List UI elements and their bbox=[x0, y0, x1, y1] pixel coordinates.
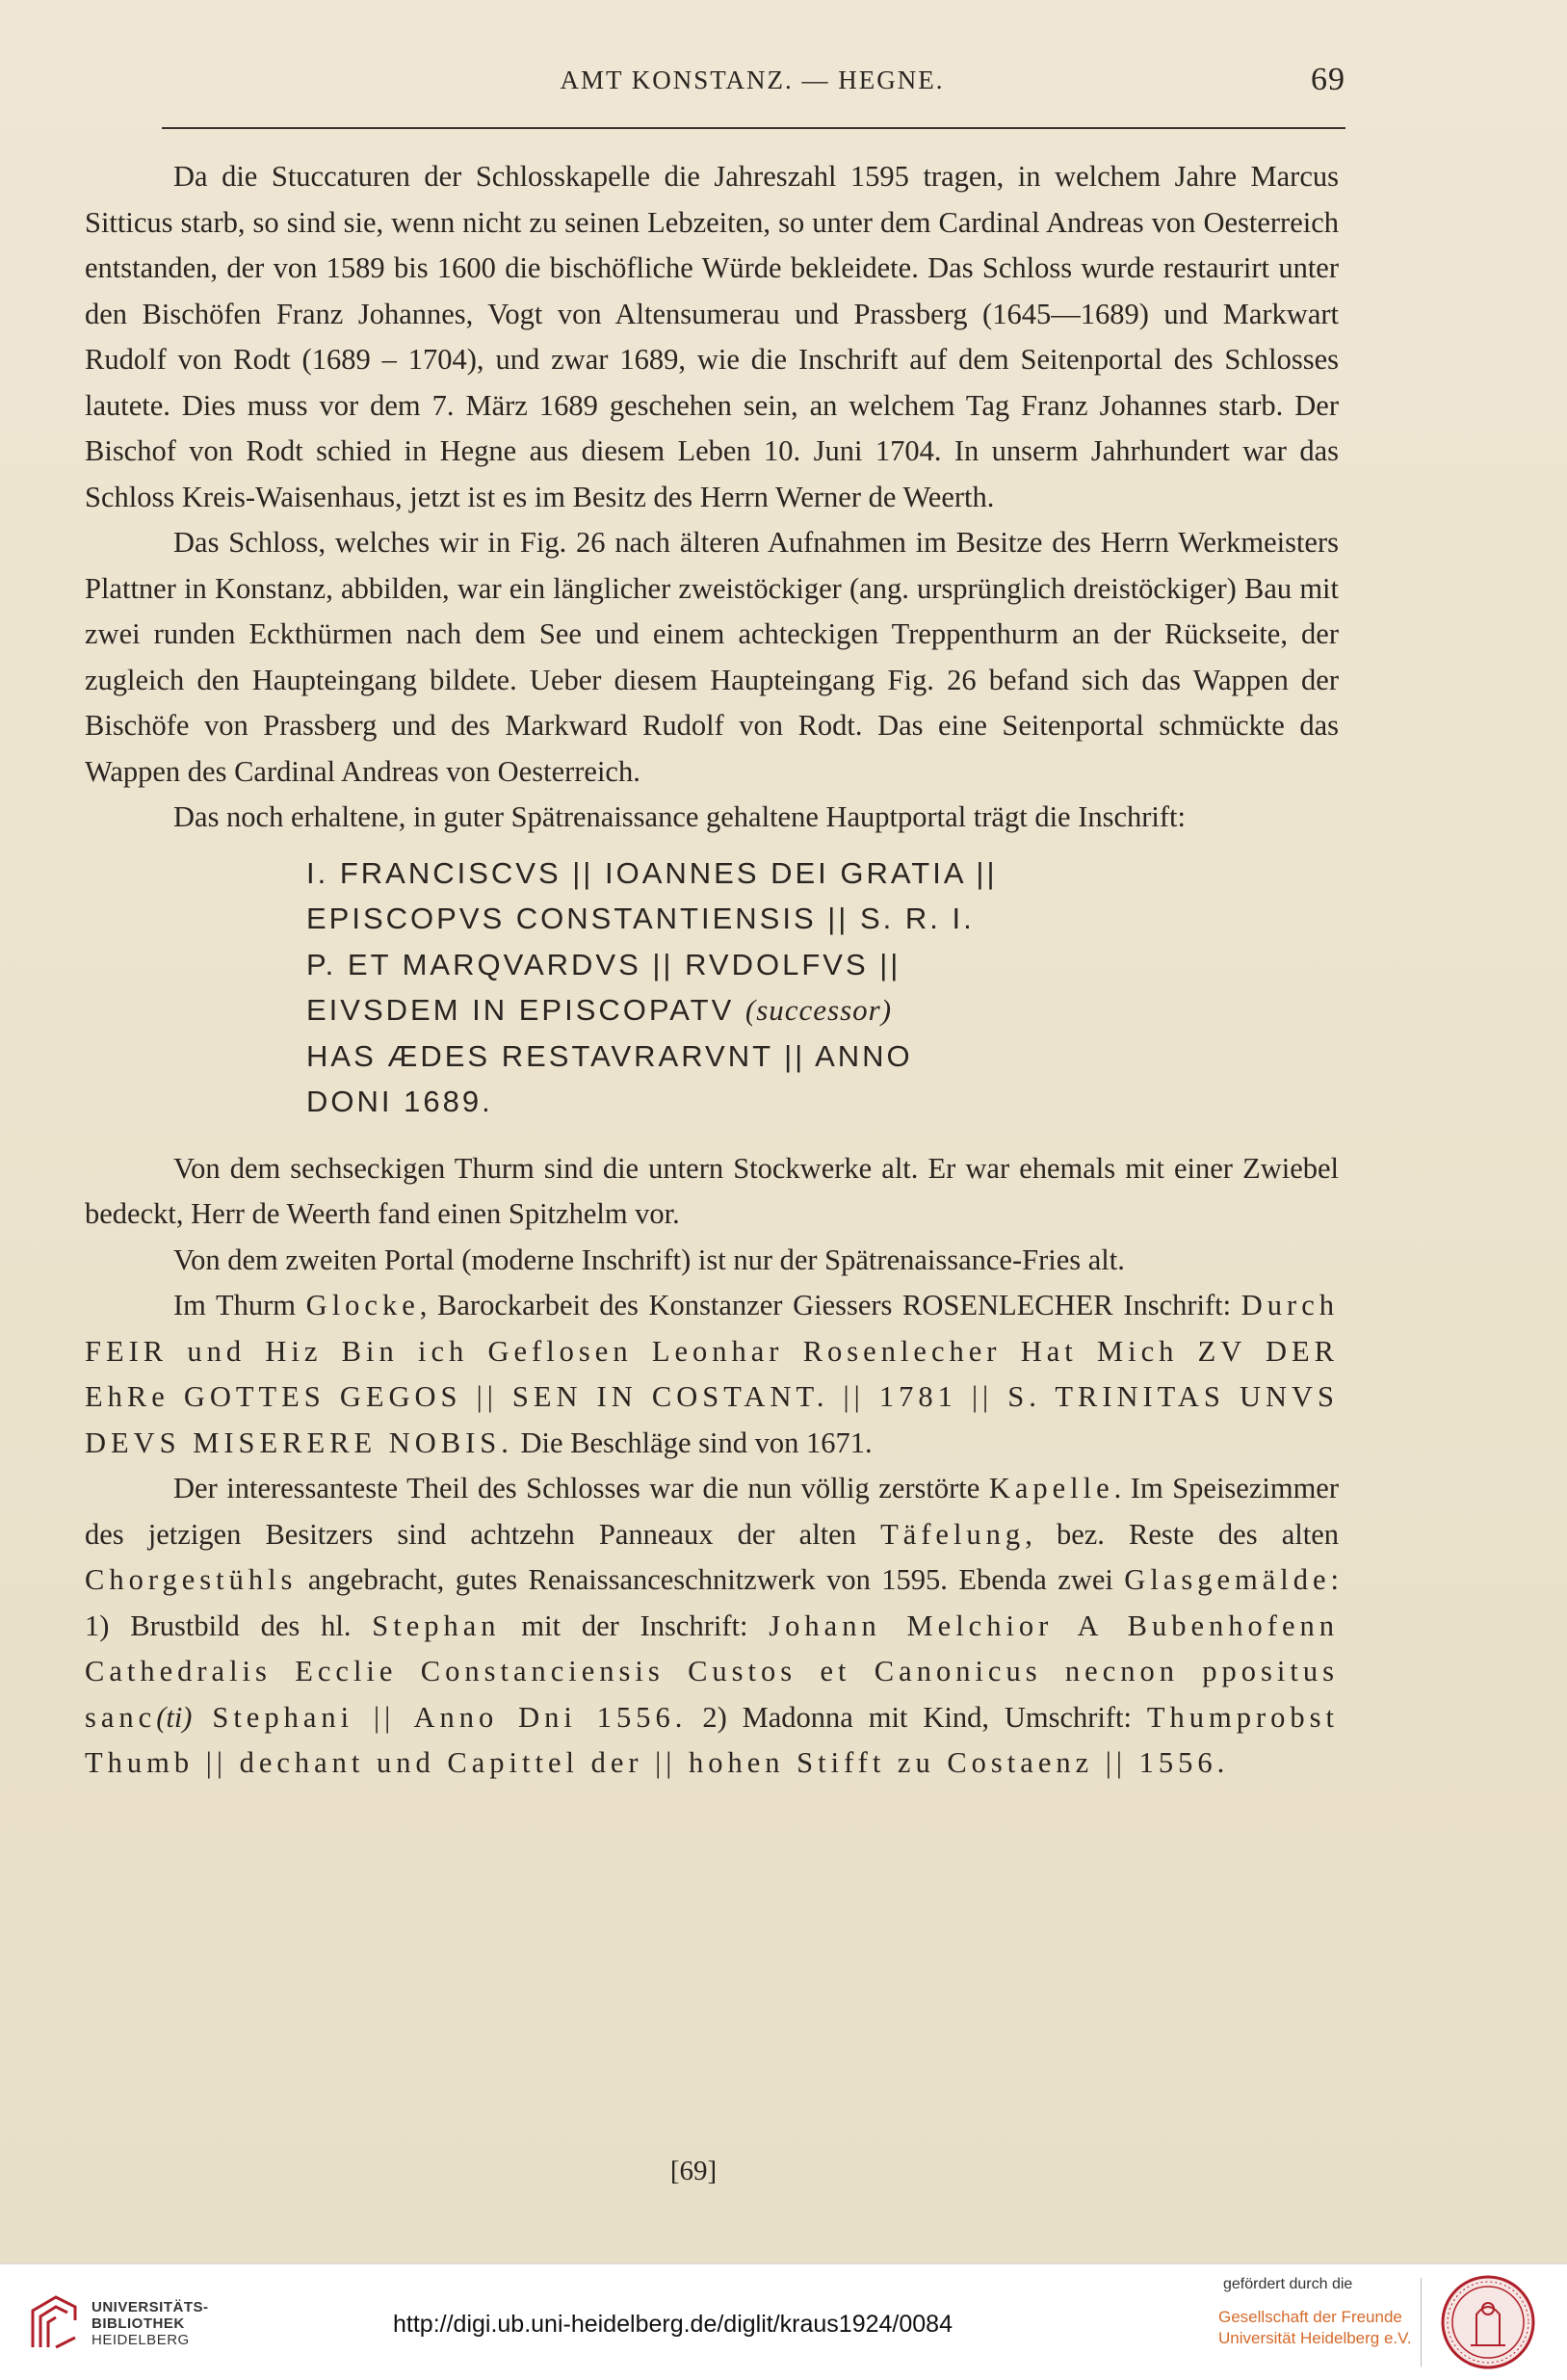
library-name bbox=[91, 2299, 209, 2348]
p7-a: Der interessanteste Theil des Schlosses war die nun völlig zerstörte bbox=[173, 1472, 989, 1504]
society-line-1: Gesellschaft der Freunde bbox=[1218, 2308, 1402, 2326]
paragraph-3: Das noch erhaltene, in guter Spätrenaissance gehaltene Hauptportal trägt die Inschrift: bbox=[173, 800, 1186, 833]
p6-glocke: Glocke bbox=[305, 1289, 420, 1321]
library-line-3: HEIDELBERG bbox=[91, 2332, 190, 2348]
paragraph-2: Das Schloss, welches wir in Fig. 26 nach älteren Aufnahmen im Besitze des Herrn Werkmeisters Plattner in Konstanz, abbilden, war ein länglicher zweistöckiger (ang. ursprünglich dreistöckiger) Bau mit zwei runden Eckthürmen nach dem See und einem achteckigen Treppenthurm an der Rückseite, der zugleich den Haupteingang bildete. Ueber diesem Haupteingang Fig. 26 befand sich das Wappen der Bischöfe von Prassberg und des Markward Rudolf von Rodt. Das eine Seitenportal schmückte das Wappen des Cardinal Andreas von Oesterreich. bbox=[85, 526, 1339, 788]
running-title: AMT KONSTANZ. — HEGNE. bbox=[560, 65, 945, 94]
funded-by-text: gefördert durch die bbox=[1223, 2276, 1353, 2292]
p7-stephan: Stephan bbox=[372, 1608, 501, 1642]
p7-taefelung: Täfelung bbox=[880, 1517, 1026, 1551]
library-line-1: UNIVERSITÄTS- bbox=[91, 2299, 209, 2315]
p6-c: , Barockarbeit des Konstanzer Giessers ROSENLECHER Inschrift: bbox=[419, 1289, 1241, 1321]
p7-glass-inscription-2: Thumprobst Thumb || dechant und Capittel der || hohen Stifft zu Costaenz || 1556. bbox=[85, 1700, 1339, 1779]
inscription-line-5: HAS ÆDES RESTAVRARVNT || ANNO bbox=[306, 1038, 913, 1073]
digitization-footer bbox=[0, 2263, 1567, 2380]
p7-k: mit der Inschrift: bbox=[500, 1608, 770, 1642]
p7-chorgestuehls: Chorgestühls bbox=[85, 1563, 298, 1596]
p7-n: Stephani || Anno Dni 1556. bbox=[192, 1700, 688, 1734]
p6-a: Im Thurm bbox=[173, 1289, 306, 1321]
society-name bbox=[1218, 2307, 1412, 2349]
p7-glasgemaelde: Glasgemälde bbox=[1124, 1563, 1331, 1596]
p7-m: (ti) bbox=[156, 1700, 193, 1734]
paragraph-5: Von dem zweiten Portal (moderne Inschrift) ist nur der Spätrenaissance-Fries alt. bbox=[173, 1242, 1125, 1276]
p7-o: 2) Madonna mit Kind, Umschrift: bbox=[687, 1700, 1147, 1734]
inscription-line-4-main: EIVSDEM IN EPISCOPATV bbox=[306, 993, 745, 1027]
footer-divider bbox=[1421, 2278, 1422, 2367]
university-seal-icon bbox=[1440, 2274, 1536, 2370]
p7-g: angebracht, gutes Renaissanceschnitzwerk von 1595. Ebenda zwei bbox=[297, 1563, 1125, 1596]
running-head bbox=[159, 56, 1345, 104]
paragraph-4: Von dem sechseckigen Thurm sind die untern Stockwerke alt. Er war ehemals mit einer Zwiebel bedeckt, Herr de Weerth fand einen Spitzhelm vor. bbox=[85, 1151, 1339, 1230]
inscription-line-2: EPISCOPVS CONSTANTIENSIS || S. R. I. bbox=[306, 902, 975, 935]
paragraph-6 bbox=[85, 1283, 1339, 1466]
portal-inscription bbox=[306, 850, 1339, 1125]
p6-bell-inscription: Durch FEIR und Hiz Bin ich Geflosen Leonhar Rosenlecher Hat Mich ZV DER EhRe GOTTES GEGOS || SEN IN COSTANT. || 1781 || S. TRINITAS UNVS DEVS MISERERE NOBIS. bbox=[85, 1289, 1340, 1459]
digitization-url-link[interactable]: http://digi.ub.uni-heidelberg.de/diglit/kraus1924/0084 bbox=[393, 2311, 953, 2338]
p7-kapelle: Kapelle bbox=[988, 1472, 1114, 1504]
p7-c: . Im Speisezimmer des jetzigen Besitzers sind achtzehn Panneaux der alten bbox=[85, 1472, 1339, 1551]
inscription-line-4 bbox=[306, 987, 1339, 1033]
inscription-line-3: P. ET MARQVARDVS || RVDOLFVS || bbox=[306, 947, 901, 981]
p6-e: Die Beschläge sind von 1671. bbox=[512, 1425, 873, 1459]
spacer bbox=[85, 1125, 1339, 1146]
paragraph-7 bbox=[85, 1466, 1339, 1787]
society-line-2: Universität Heidelberg e.V. bbox=[1218, 2329, 1412, 2347]
body-text bbox=[85, 154, 1339, 1787]
bottom-page-number: [69] bbox=[669, 2156, 718, 2186]
inscription-line-1: I. FRANCISCVS || IOANNES DEI GRATIA || bbox=[306, 855, 998, 890]
inscription-line-6: DONI 1689. bbox=[306, 1085, 493, 1118]
p7-glass-inscription-1: Johann Melchior A Bubenhofenn Cathedralis Ecclie Constanciensis Custos et Canonicus necnon ppositus sanc bbox=[85, 1608, 1339, 1734]
header-rule bbox=[162, 127, 1345, 129]
p7-e: , bez. Reste des alten bbox=[1025, 1517, 1339, 1551]
page-number: 69 bbox=[1311, 62, 1345, 97]
inscription-successor: (successor) bbox=[744, 993, 893, 1027]
library-line-2: BIBLIOTHEK bbox=[91, 2315, 185, 2332]
paragraph-1: Da die Stuccaturen der Schlosskapelle die Jahreszahl 1595 tragen, in welchem Jahre Marcus Sitticus starb, so sind sie, wenn nicht zu seinen Lebzeiten, so unter dem Cardinal Andreas von Oesterreich entstanden, der von 1589 bis 1600 die bischöfliche Würde bekleidete. Das Schloss wurde restaurirt unter den Bischöfen Franz Johannes, Vogt von Altensumerau und Prassberg (1645—1689) und Markwart Rudolf von Rodt (1689 – 1704), und zwar 1689, wie die Inschrift auf dem Seitenportal des Schlosses lautete. Dies muss vor dem 7. März 1689 geschehen sein, an welchem Tag Franz Johannes starb. Der Bischof von Rodt schied in Hegne aus diesem Leben 10. Juni 1704. In unserm Jahrhundert war das Schloss Kreis-Waisenhaus, jetzt ist es im Besitz des Herrn Werner de Weerth. bbox=[85, 160, 1339, 513]
university-library-logo-icon bbox=[27, 2291, 81, 2353]
p7-i: : 1) Brustbild des hl. bbox=[85, 1563, 1339, 1642]
